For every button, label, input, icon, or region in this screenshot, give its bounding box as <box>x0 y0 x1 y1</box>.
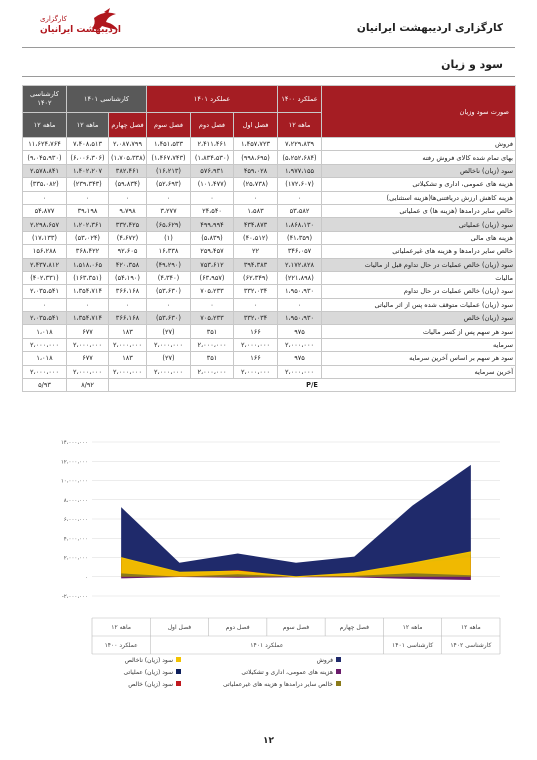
table-row <box>23 365 516 378</box>
table-cell: ۰ <box>234 191 278 204</box>
table-cell: ۲،۰۰۰،۰۰۰ <box>147 338 191 351</box>
table-cell: ۴۳۴،۸۷۳ <box>234 218 278 231</box>
table-cell: ۱،۵۱۸،۰۶۵ <box>67 258 109 271</box>
table-cell: ۳۶۶،۱۶۸ <box>109 285 147 298</box>
table-cell: ۳۵۱ <box>191 325 234 338</box>
table-row <box>23 138 516 151</box>
group-label: کارشناسی ۱۴۰۲ <box>450 642 492 649</box>
table-cell: ۲،۰۰۰،۰۰۰ <box>23 365 67 378</box>
table-cell: ۲،۰۰۰،۰۰۰ <box>278 365 322 378</box>
period-header: ۱۲ ماهه <box>67 113 109 138</box>
table-cell: ۲،۰۰۰،۰۰۰ <box>191 365 234 378</box>
table-cell: ۲،۰۰۰،۰۰۰ <box>234 338 278 351</box>
table-cell: (۴۹،۲۹۰) <box>147 258 191 271</box>
table-row <box>23 191 516 204</box>
table-cell: ۰ <box>67 191 109 204</box>
y-tick-label: ۱۰،۰۰۰،۰۰۰ <box>60 478 88 485</box>
section-divider <box>22 76 515 77</box>
table-cell: ۲،۰۸۷،۷۹۹ <box>109 138 147 151</box>
row-label: سود (زیان) خالص عملیات در حال تداوم قبل از مالیات <box>322 258 516 271</box>
table-cell: (۹۹۸،۶۹۵) <box>234 151 278 164</box>
legend-swatch <box>176 669 181 674</box>
table-row <box>23 352 516 365</box>
category-label: ۱۲ ماهه <box>111 624 132 631</box>
table-cell: (۱) <box>147 231 191 244</box>
table-cell: ۱،۳۵۴،۷۱۴ <box>67 312 109 325</box>
table-cell: ۰ <box>234 298 278 311</box>
table-cell: ۴۹۹،۹۹۴ <box>191 218 234 231</box>
income-chart <box>22 428 515 718</box>
table-cell: ۱،۴۰۲،۲۰۷ <box>67 164 109 177</box>
category-label: ۱۲ ماهه <box>402 624 423 631</box>
pe-forecast-1401: ۸/۹۲ <box>67 379 109 392</box>
legend-label: فروش <box>316 657 333 664</box>
table-cell: ۷،۴۰۸،۵۱۳ <box>67 138 109 151</box>
header-forecast-1401: کارشناسی ۱۴۰۱ <box>67 86 147 113</box>
row-label: بهای تمام شده کالای فروش رفته <box>322 151 516 164</box>
y-tick-label: ۴،۰۰۰،۰۰۰ <box>63 536 88 543</box>
table-row <box>23 231 516 244</box>
table-row <box>23 204 516 217</box>
table-cell: ۲،۰۰۰،۰۰۰ <box>109 365 147 378</box>
table-cell: (۳۳۵،۰۸۲) <box>23 178 67 191</box>
table-cell: ۳۳۲،۰۳۴ <box>234 312 278 325</box>
y-tick-label: ۲،۰۰۰،۰۰۰ <box>63 555 88 562</box>
row-label: خالص سایر درامدها (هزینه ها) ی عملیاتی <box>322 204 516 217</box>
table-cell: ۳۹۴،۳۸۳ <box>234 258 278 271</box>
table-cell: (۵۲،۶۹۳) <box>147 178 191 191</box>
legend-label: سود (زیان) ناخالص <box>124 657 173 664</box>
row-label: مالیات <box>322 271 516 284</box>
table-cell: (۶،۰۰۶،۳۰۶) <box>67 151 109 164</box>
table-cell: (۵۳،۶۳۰) <box>147 285 191 298</box>
table-cell: ۲،۲۹۸،۶۵۷ <box>23 218 67 231</box>
table-cell: ۲،۰۰۰،۰۰۰ <box>23 338 67 351</box>
table-cell: ۲،۰۰۰،۰۰۰ <box>191 338 234 351</box>
table-cell: ۱۵۶،۲۸۸ <box>23 245 67 258</box>
agency-name: کارگزاری اردیبهشت ایرانیان <box>356 22 503 34</box>
table-cell: ۱،۹۵۰،۹۳۰ <box>278 312 322 325</box>
table-cell: (۶۲،۳۴۹) <box>234 271 278 284</box>
table-cell: (۱۷۲،۶۰۷) <box>278 178 322 191</box>
legend-label: هزینه های عمومی، اداری و تشکیلاتی <box>241 669 333 676</box>
table-cell: ۲۴،۵۴۰ <box>191 204 234 217</box>
pe-label: P/E <box>109 379 516 392</box>
table-row <box>23 178 516 191</box>
row-label: سود (زیان) عملیات متوقف شده پس از اثر مالیاتی <box>322 298 516 311</box>
row-label: فروش <box>322 138 516 151</box>
row-label: سود هر سهم بر اساس آخرین سرمایه <box>322 352 516 365</box>
table-cell: ۲،۰۰۰،۰۰۰ <box>234 365 278 378</box>
table-row <box>23 285 516 298</box>
legend-swatch <box>336 657 341 662</box>
table-cell: ۰ <box>147 298 191 311</box>
row-label: سود (زیان) خالص عملیات در حال تداوم <box>322 285 516 298</box>
table-cell: ۱۶۶ <box>234 325 278 338</box>
table-cell: ۱،۴۵۷،۷۲۳ <box>234 138 278 151</box>
table-cell: (۱۰۱،۴۷۷) <box>191 178 234 191</box>
table-cell: (۵،۸۳۹) <box>191 231 234 244</box>
section-title: سود و زیان <box>441 58 503 71</box>
header-actual-1401: عملکرد ۱۴۰۱ <box>147 86 278 113</box>
table-cell: ۱،۲۰۲،۳۶۱ <box>67 218 109 231</box>
income-statement-table <box>22 85 516 392</box>
period-header: ۱۲ ماهه <box>23 113 67 138</box>
table-cell: ۱،۴۵۱،۵۳۳ <box>147 138 191 151</box>
category-label: فصل سوم <box>282 624 310 631</box>
row-label: هزینه کاهش ارزش دریافتنی‌ها(هزینه استثنایی) <box>322 191 516 204</box>
pe-row <box>23 379 516 392</box>
table-cell: (۴۰۲،۳۳۱) <box>23 271 67 284</box>
row-label: سود هر سهم پس از کسر مالیات <box>322 325 516 338</box>
table-row <box>23 218 516 231</box>
table-cell: ۷۵۳،۶۱۲ <box>191 258 234 271</box>
category-label: فصل چهارم <box>339 624 370 631</box>
group-label: عملکرد ۱۴۰۰ <box>104 642 138 649</box>
y-tick-label: ۱۴،۰۰۰،۰۰۰ <box>60 440 88 446</box>
header-divider <box>22 47 515 48</box>
table-cell: (۶۵،۶۲۹) <box>147 218 191 231</box>
table-cell: ۲،۰۳۵،۵۴۱ <box>23 285 67 298</box>
legend-swatch <box>176 681 181 686</box>
row-label: سود (زیان) خالص <box>322 312 516 325</box>
y-tick-label: ۶،۰۰۰،۰۰۰ <box>63 517 88 523</box>
table-cell: (۴۱،۳۵۹) <box>278 231 322 244</box>
header-actual-1400: عملکرد ۱۴۰۰ <box>278 86 322 113</box>
table-cell: ۱،۰۱۸ <box>23 325 67 338</box>
table-cell: ۷۰۵،۲۳۳ <box>191 285 234 298</box>
table-cell: (۴،۶۷۲) <box>109 231 147 244</box>
table-cell: ۱۶۶ <box>234 352 278 365</box>
row-label: خالص سایر درامدها و هزینه های غیرعملیاتی <box>322 245 516 258</box>
table-cell: (۱۶۳،۳۵۱) <box>67 271 109 284</box>
table-cell: ۳،۲۷۷ <box>147 204 191 217</box>
period-header: فصل دوم <box>191 113 234 138</box>
table-cell: ۱،۳۵۴،۷۱۴ <box>67 285 109 298</box>
table-cell: ۰ <box>147 191 191 204</box>
table-cell: ۰ <box>191 298 234 311</box>
table-cell: ۹۲،۶۰۵ <box>109 245 147 258</box>
table-cell: ۳۸۲،۴۶۱ <box>109 164 147 177</box>
table-cell: ۳۵۱ <box>191 352 234 365</box>
y-tick-label: -۲،۰۰۰،۰۰۰ <box>61 594 88 600</box>
table-cell: ۱۸۳ <box>109 325 147 338</box>
table-cell: ۰ <box>278 191 322 204</box>
table-cell: (۲۲۱،۸۹۸) <box>278 271 322 284</box>
page-number: ۱۲ <box>263 736 274 746</box>
table-cell: (۱۶،۲۱۳) <box>147 164 191 177</box>
table-cell: ۰ <box>67 298 109 311</box>
table-cell: ۳۳۲،۰۳۴ <box>234 285 278 298</box>
table-cell: (۲۳۹،۳۴۳) <box>67 178 109 191</box>
table-cell: ۱،۹۷۷،۱۵۵ <box>278 164 322 177</box>
table-cell: ۰ <box>191 191 234 204</box>
table-row <box>23 325 516 338</box>
table-cell: (۵۴،۱۹۰) <box>109 271 147 284</box>
table-cell: ۳۹،۱۹۸ <box>67 204 109 217</box>
table-cell: ۳۶۸،۴۲۲ <box>67 245 109 258</box>
header-forecast-1402: کارشناسی ۱۴۰۲ <box>23 86 67 113</box>
table-cell: (۲۷) <box>147 352 191 365</box>
legend-label: سود (زیان) خالص <box>128 681 173 688</box>
table-cell: ۱،۰۱۸ <box>23 352 67 365</box>
table-row <box>23 245 516 258</box>
row-label: سرمایه <box>322 338 516 351</box>
table-cell: ۱۱،۶۲۴،۷۶۴ <box>23 138 67 151</box>
row-label: سود (زیان) ناخالص <box>322 164 516 177</box>
category-label: فصل اول <box>167 624 192 631</box>
header-row-label: صورت سود وزیان <box>322 86 516 138</box>
table-cell: ۷۰۵،۲۳۳ <box>191 312 234 325</box>
table-cell: ۴۵۹،۰۲۸ <box>234 164 278 177</box>
table-cell: ۲،۴۳۷،۸۱۲ <box>23 258 67 271</box>
table-cell: (۴،۳۴۰) <box>147 271 191 284</box>
period-header: فصل اول <box>234 113 278 138</box>
y-tick-label: ۰ <box>85 574 88 581</box>
table-cell: ۹۷۵ <box>278 325 322 338</box>
table-cell: ۲،۰۳۵،۵۴۱ <box>23 312 67 325</box>
table-cell: ۵۷۶،۹۳۱ <box>191 164 234 177</box>
table-cell: ۲،۰۰۰،۰۰۰ <box>67 338 109 351</box>
table-cell: ۲۵۹،۴۵۷ <box>191 245 234 258</box>
table-cell: (۵،۲۵۲،۶۸۴) <box>278 151 322 164</box>
table-cell: ۵۴،۸۷۷ <box>23 204 67 217</box>
table-cell: (۱،۸۳۴،۵۳۰) <box>191 151 234 164</box>
category-label: فصل دوم <box>225 624 250 631</box>
table-cell: (۹،۰۴۵،۹۳۰) <box>23 151 67 164</box>
table-cell: ۳۳۲،۴۲۵ <box>109 218 147 231</box>
row-label: سود (زیان) عملیاتی <box>322 218 516 231</box>
row-label: هزینه های مالی <box>322 231 516 244</box>
table-cell: ۹۷۵ <box>278 352 322 365</box>
table-cell: ۱،۸۶۸،۱۳۰ <box>278 218 322 231</box>
table-cell: (۱،۴۶۷،۷۴۳) <box>147 151 191 164</box>
table-cell: ۹،۷۹۸ <box>109 204 147 217</box>
table-cell: (۵۹،۸۳۴) <box>109 178 147 191</box>
table-cell: (۲۷) <box>147 325 191 338</box>
table-cell: ۰ <box>109 298 147 311</box>
table-cell: ۶۷۷ <box>67 325 109 338</box>
table-cell: (۵۳،۰۲۴) <box>67 231 109 244</box>
table-row <box>23 164 516 177</box>
table-cell: (۴۰،۵۱۲) <box>234 231 278 244</box>
table-row <box>23 298 516 311</box>
group-label: عملکرد ۱۴۰۱ <box>250 642 284 649</box>
row-label: هزینه های عمومی، اداری و تشکیلاتی <box>322 178 516 191</box>
table-cell: ۲،۰۰۰،۰۰۰ <box>109 338 147 351</box>
table-cell: (۱۷،۱۳۳) <box>23 231 67 244</box>
table-cell: ۰ <box>109 191 147 204</box>
table-row <box>23 271 516 284</box>
legend-swatch <box>336 681 341 686</box>
table-row <box>23 151 516 164</box>
table-cell: (۶۳،۹۵۷) <box>191 271 234 284</box>
table-cell: ۵۳،۵۸۲ <box>278 204 322 217</box>
legend-swatch <box>336 669 341 674</box>
pe-forecast-1402: ۵/۹۳ <box>23 379 67 392</box>
group-label: کارشناسی ۱۴۰۱ <box>392 642 434 649</box>
table-cell: ۷،۲۲۹،۸۳۹ <box>278 138 322 151</box>
table-cell: ۳۴۶،۰۵۷ <box>278 245 322 258</box>
table-cell: ۱،۹۵۰،۹۳۰ <box>278 285 322 298</box>
logo-text <box>40 14 121 36</box>
table-cell: ۲۲ <box>234 245 278 258</box>
table-cell: (۵۳،۶۳۰) <box>147 312 191 325</box>
table-cell: ۴۲۰،۳۵۸ <box>109 258 147 271</box>
y-tick-label: ۱۲،۰۰۰،۰۰۰ <box>60 459 88 466</box>
table-cell: ۶۷۷ <box>67 352 109 365</box>
table-cell: ۳۶۶،۱۶۸ <box>109 312 147 325</box>
table-cell: ۲،۴۱۱،۴۶۱ <box>191 138 234 151</box>
legend-label: خالص سایر درامدها و هزینه های غیرعملیاتی <box>223 681 333 688</box>
row-label: آخرین سرمایه <box>322 365 516 378</box>
logo-line1: کارگزاری <box>40 15 67 23</box>
table-cell: ۱،۵۸۳ <box>234 204 278 217</box>
table-cell: ۰ <box>23 191 67 204</box>
table-cell: ۲،۰۰۰،۰۰۰ <box>278 338 322 351</box>
y-tick-label: ۸،۰۰۰،۰۰۰ <box>63 497 88 504</box>
period-header: ۱۲ ماهه <box>278 113 322 138</box>
table-cell: (۱،۷۰۵،۳۳۸) <box>109 151 147 164</box>
category-label: ۱۲ ماهه <box>460 624 481 631</box>
period-header: فصل سوم <box>147 113 191 138</box>
legend-swatch <box>176 657 181 662</box>
series-area <box>121 465 471 577</box>
period-header: فصل چهارم <box>109 113 147 138</box>
table-cell: ۱۶،۳۳۸ <box>147 245 191 258</box>
table-row <box>23 258 516 271</box>
table-cell: ۱۸۳ <box>109 352 147 365</box>
table-row <box>23 312 516 325</box>
table-cell: ۲،۰۰۰،۰۰۰ <box>147 365 191 378</box>
logo-line2: اردیبهشت ایرانیان <box>40 25 121 35</box>
table-cell: (۲۵،۷۳۸) <box>234 178 278 191</box>
table-cell: ۰ <box>23 298 67 311</box>
table-cell: ۰ <box>278 298 322 311</box>
table-row <box>23 338 516 351</box>
table-cell: ۲،۱۷۲،۸۲۸ <box>278 258 322 271</box>
legend-label: سود (زیان) عملیاتی <box>123 669 173 676</box>
table-cell: ۲،۰۰۰،۰۰۰ <box>67 365 109 378</box>
table-cell: ۲،۵۷۸،۸۴۱ <box>23 164 67 177</box>
